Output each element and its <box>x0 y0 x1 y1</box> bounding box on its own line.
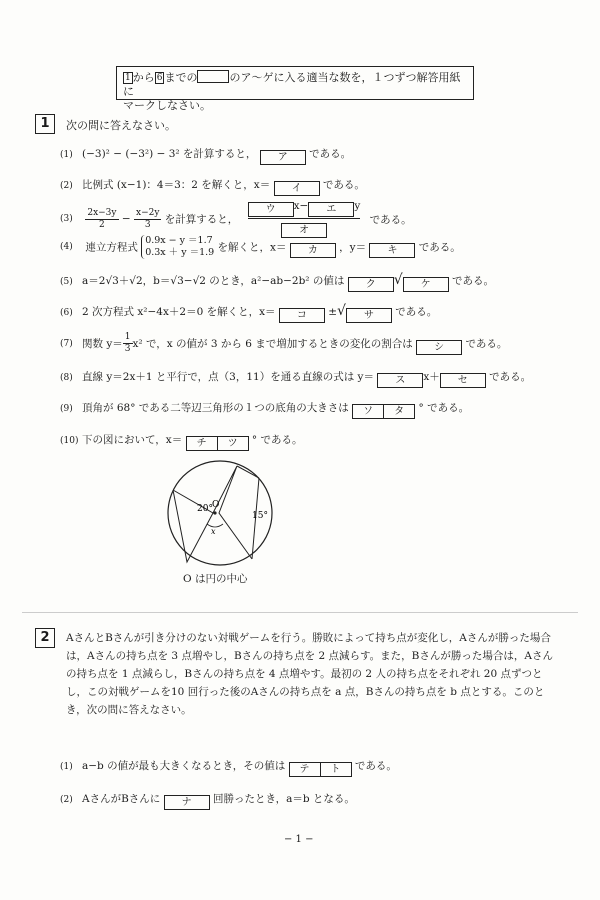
question-number: (7) <box>60 338 73 349</box>
question-number: (8) <box>60 373 73 383</box>
question-tail: 回勝ったとき，a＝b となる。 <box>213 793 355 805</box>
center-point <box>213 511 216 514</box>
question-number: (5) <box>60 277 73 287</box>
section-2-number: 2 <box>35 628 55 648</box>
answer-box-i[interactable]: イ <box>274 181 320 196</box>
section-divider <box>22 612 578 613</box>
question-tail: ° である。 <box>418 402 470 414</box>
instruction-blank <box>197 70 229 83</box>
instruction-text-c: マークしなさい。 <box>123 99 211 112</box>
question-text: (−3)² − (−3²) − 3² を計算すると， <box>82 148 257 160</box>
sqrt-icon: √ <box>393 272 403 288</box>
plus-minus: ± <box>328 306 338 318</box>
question-tail: である。 <box>322 179 365 191</box>
answer-box-ka[interactable]: カ <box>290 243 336 258</box>
fraction-denominator: 2 <box>99 219 105 230</box>
question-tail: である。 <box>489 371 532 383</box>
answer-fraction <box>248 200 361 238</box>
question-1-10 <box>60 432 303 451</box>
instruction-text-b: のア～ゲに入る適当な数を，１つずつ解答用紙に <box>123 71 461 98</box>
fraction-numerator: x−2y <box>136 207 160 218</box>
chord-top <box>237 466 259 478</box>
inscribed-chords <box>173 466 252 562</box>
angle-20: 20° <box>197 504 213 514</box>
answer-box-te[interactable]: テ <box>299 764 310 775</box>
answer-box-to[interactable]: ト <box>320 763 351 776</box>
fraction-numerator: 1 <box>124 332 131 342</box>
equation-2: 0.3x ＋ y ＝1.9 <box>145 247 215 258</box>
answer-box-ko[interactable]: コ <box>279 308 325 323</box>
question-text: x＋ <box>423 371 440 383</box>
answer-box-se[interactable]: セ <box>440 373 486 388</box>
question-2-2 <box>60 791 355 810</box>
section-2-paragraph: AさんとBさんが引き分けのない対戦ゲームを行う。勝敗によって持ち点が変化し，Aさんが勝った場合は，Aさんの持ち点を 3 点増やし，Bさんの持ち点を 2 点減らす。また，Bさんが勝った場合は，Aさんの持ち点を 1 点減らし，Bさんの持ち点を 4 点増やす。最初の 2 人の持ち点をそれぞれ 20 点ずつとし，この対戦ゲームを10 回行った後のAさんの持ち点を a 点，Bさんの持ち点を b 点とする。このとき，次の問に答えなさい。 <box>66 632 553 716</box>
question-1-9 <box>60 400 469 419</box>
fraction-2 <box>134 208 161 231</box>
question-1-3 <box>60 200 412 238</box>
fraction-denominator: 3 <box>124 344 131 354</box>
instruction-box <box>116 66 474 112</box>
question-text: a−b の値が最も大きくなるとき，その値は <box>82 760 286 772</box>
answer-box-ki[interactable]: キ <box>369 243 415 258</box>
question-text: 連立方程式 <box>85 241 138 254</box>
question-1-5 <box>60 272 494 292</box>
question-tail: である。 <box>354 760 397 772</box>
question-text: 関数 y＝ <box>82 338 123 350</box>
minus-sign: − <box>121 213 131 225</box>
question-number: (1) <box>60 150 73 160</box>
answer-box-ta[interactable]: タ <box>383 405 414 418</box>
fraction-denominator: 3 <box>144 219 151 230</box>
answer-x-minus: x− <box>293 200 309 212</box>
question-number: (2) <box>60 795 73 805</box>
angle-15: 15° <box>252 511 268 521</box>
question-1-7 <box>60 332 507 355</box>
question-tail: である。 <box>395 306 438 318</box>
answer-y: y <box>354 200 361 212</box>
question-text: AさんがBさんに <box>82 793 161 805</box>
question-tail: である。 <box>309 148 352 160</box>
answer-box-teto <box>289 762 352 777</box>
question-number: (2) <box>60 181 73 191</box>
answer-box-su[interactable]: ス <box>377 373 423 388</box>
answer-box-sa[interactable]: サ <box>346 308 392 323</box>
fraction <box>123 332 133 355</box>
answer-box-shi[interactable]: シ <box>416 340 462 355</box>
page-number: − 1 − <box>284 834 314 845</box>
question-tail: である。 <box>465 338 508 350</box>
center-label: O <box>212 500 220 510</box>
section-1-intro: 次の問に答えなさい。 <box>66 119 176 132</box>
question-tail: ° である。 <box>251 434 303 446</box>
answer-box-sota <box>352 404 415 419</box>
instruction-from-label: 1 <box>125 73 131 83</box>
answer-box-ku[interactable]: ク <box>348 277 394 292</box>
question-tail: である。 <box>418 241 461 254</box>
section-1-number: 1 <box>35 114 55 134</box>
answer-box-so[interactable]: ソ <box>363 406 374 417</box>
question-number: (10) <box>60 436 79 446</box>
question-text: を計算すると， <box>164 213 239 226</box>
question-2-1 <box>60 758 397 777</box>
question-number: (9) <box>60 404 73 414</box>
sqrt-icon: √ <box>337 303 346 319</box>
fraction-1 <box>85 208 118 231</box>
question-text: 頂角が 68° である二等辺三角形の１つの底角の大きさは <box>82 402 349 414</box>
question-tail: である。 <box>369 213 412 226</box>
question-1-4 <box>60 235 461 259</box>
instruction-mid: から <box>132 71 155 84</box>
question-number: (6) <box>60 308 73 318</box>
x-label: x <box>211 527 216 536</box>
answer-box-o[interactable]: オ <box>281 223 327 238</box>
question-1-2 <box>60 177 365 196</box>
answer-box-e[interactable]: エ <box>308 202 354 217</box>
question-1-8 <box>60 369 531 388</box>
question-text: x² で，x の値が 3 から 6 まで増加するときの変化の割合は <box>132 338 413 350</box>
instruction-to-label: 6 <box>156 73 163 83</box>
question-number: (1) <box>60 762 73 772</box>
answer-box-chitsu <box>186 436 249 451</box>
question-number: (4) <box>60 242 73 252</box>
answer-box-tsu[interactable]: ツ <box>217 437 248 450</box>
equation-system <box>141 235 214 259</box>
instruction-text-a: までの <box>164 71 198 84</box>
circle-figure <box>155 456 285 571</box>
question-text: 直線 y＝2x＋1 と平行で，点（3，11）を通る直線の式は y＝ <box>82 371 374 383</box>
question-1-1 <box>60 146 351 165</box>
answer-box-u[interactable]: ウ <box>248 202 294 217</box>
question-text: a＝2√3＋√2，b＝√3−√2 のとき，a²−ab−2b² の値は <box>82 275 345 287</box>
question-1-6 <box>60 303 437 323</box>
question-text: 下の図において，x＝ <box>82 434 183 446</box>
question-number: (3) <box>60 214 73 224</box>
equation-1: 0.9x − y ＝1.7 <box>145 235 213 246</box>
fraction-numerator: 2x−3y <box>87 207 117 218</box>
answer-box-ke[interactable]: ケ <box>403 277 449 292</box>
question-text: ，y＝ <box>339 241 367 254</box>
question-tail: である。 <box>451 275 494 287</box>
question-text: 2 次方程式 x²−4x＋2＝0 を解くと，x＝ <box>82 306 276 318</box>
answer-box-na[interactable]: ナ <box>164 795 210 810</box>
figure-caption: O は円の中心 <box>183 573 248 585</box>
question-text: を解くと，x＝ <box>217 241 287 254</box>
question-text: 比例式 (x−1)：4＝3：2 を解くと，x＝ <box>82 179 271 191</box>
answer-box-a[interactable]: ア <box>260 150 306 165</box>
answer-box-chi[interactable]: チ <box>196 438 207 449</box>
